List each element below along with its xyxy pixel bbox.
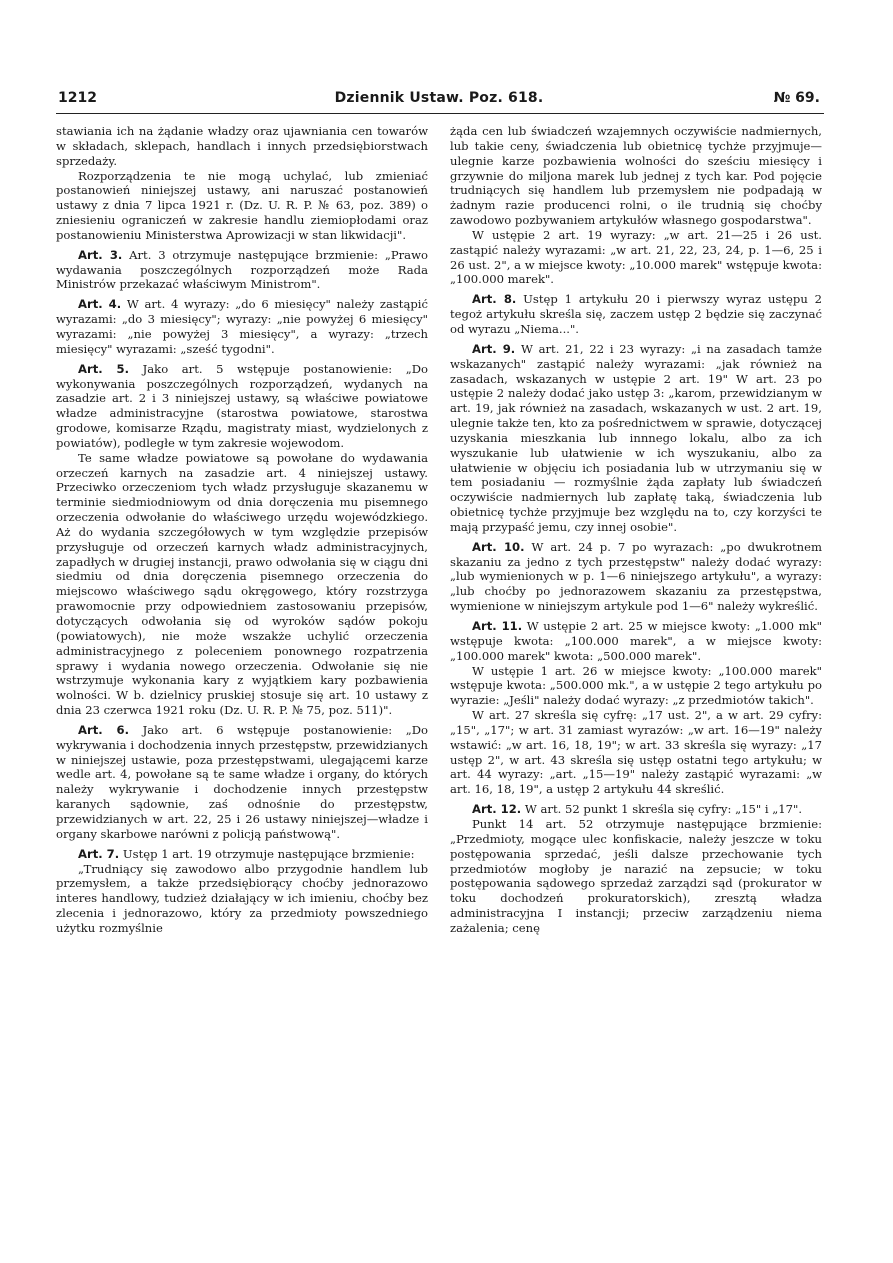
paragraph-text: W art. 52 punkt 1 skreśla się cyfry: „15" i „17". <box>524 802 803 817</box>
paragraph-text: W art. 21, 22 i 23 wyrazy: „i na zasadach tamże wskazanych" zastąpić należy wyrazami: „jak również na zasadach, wskazanych w ustępie 2 art. 19" W art. 23 po ustępie 2 należy dodać jako ustęp 3: „karom, przewidzianym w art. 19, jak również na zasadach, wskazanych w ust. 2 art. 19, ulegnie także ten, kto za pośrednictwem w sprawie, dotyczącej uzyskania mieszkania lub innnego lokalu, albo za ich wyszukanie lub ułatwienie w ich wyszukaniu, albo za ułatwienie w objęciu ich posiadania lub w utrzymaniu się w tem posiadaniu — rozmyślnie żąda zapłaty lub świadczeń oczywiście nadmiernych lub zapłatę taką, świadczenia lub obietnicę tychże przyjmuje bez względu na to, czy korzyści te mają przypaść jemu, czy innej osobie". <box>450 341 822 534</box>
paragraph-text: Te same władze powiatowe są powołane do wydawania orzeczeń karnych na zasadzie art. 4 niniejszej ustawy. Przeciwko orzeczeniom tych władz przysługuje skazanemu w terminie siedmiodniowym od dnia doręczenia mu pisemnego orzeczenia odwołanie do właściwego urzędu wojewódzkiego. Aż do wydania szczegółowych w tym względzie przepisów przysługuje od orzeczeń karnych władz administracyjnych, zapadłych w drugiej instancji, prawo odwołania się w ciągu dni siedmiu od dnia doręczenia pisemnego orzeczenia do miejscowo właściwego sądu okręgowego, który rozstrzyga prawomocnie przy odpowiedniem zastosowaniu przepisów, dotyczących odwołania się od wyroków sądów pokoju (powiatowych), nie może wszakże uchylić orzeczenia administracyjnego z poleceniem ponownego rozpatrzenia sprawy i wydania nowego orzeczenia. Odwołanie się nie wstrzymuje wykonania kary z wyjątkiem kary pozbawienia wolności. W b. dzielnicy pruskiej stosuje się art. 10 ustawy z dnia 23 czerwca 1921 roku (Dz. U. R. P. № 75, poz. 511)". <box>56 450 428 718</box>
article-paragraph <box>56 297 428 356</box>
body-paragraph <box>56 862 428 936</box>
right-column <box>450 124 822 1184</box>
header-rule <box>56 113 824 114</box>
body-paragraph <box>56 124 428 169</box>
paragraph-text: stawiania ich na żądanie władzy oraz ujawniania cen towarów w składach, sklepach, handlach i innych przedsiębiorstwach sprzedaży. <box>56 124 428 168</box>
body-paragraph <box>450 817 822 936</box>
journal-title: Dziennik Ustaw. Poz. 618. <box>334 90 544 106</box>
article-label: Art. 5. <box>78 361 130 376</box>
article-paragraph <box>56 847 428 862</box>
article-label: Art. 4. <box>78 297 122 312</box>
body-paragraph <box>450 228 822 287</box>
body-paragraph <box>450 124 822 228</box>
body-paragraph <box>450 708 822 797</box>
article-label: Art. 12. <box>472 802 522 817</box>
article-label: Art. 3. <box>78 247 123 262</box>
paragraph-text: W art. 24 p. 7 po wyrazach: „po dwukrotnem skazaniu za jedno z tych przestępstw" należy dodać wyrazy: „lub wymienionych w p. 1—6 niniejszego artykułu", a wyrazy: „lub choćby po jednorazowem skazaniu za przestępstwa, wymienione w niniejszym artykule pod 1—6" należy wykreślić. <box>450 539 822 614</box>
article-paragraph <box>56 723 428 842</box>
article-label: Art. 8. <box>472 292 517 307</box>
article-paragraph <box>450 292 822 337</box>
page-number: 1212 <box>58 90 97 106</box>
body-paragraph <box>56 451 428 718</box>
issue-number: № 69. <box>773 90 820 106</box>
paragraph-text: Jako art. 6 wstępuje postanowienie: „Do wykrywania i dochodzenia innych przestępstw, przewidzianych w niniejszej ustawie, poza przestępstwami, ulegającemi karze wedle art. 4, powołane są te same władze i organy, do których należy wykrywanie i dochodzenie innych przestępstw karanych sądownie, zaś odnośnie do przestępstw, przewidzianych w art. 22, 25 i 26 ustawy niniejszej—władze i organy skarbowe narówni z policją państwową". <box>56 722 428 841</box>
body-paragraph <box>450 664 822 709</box>
article-paragraph <box>56 248 428 293</box>
article-paragraph <box>450 342 822 535</box>
page-header <box>58 90 820 112</box>
article-paragraph <box>450 802 822 817</box>
left-column <box>56 124 428 1184</box>
paragraph-text: żąda cen lub świadczeń wzajemnych oczywiście nadmiernych, lub takie ceny, świadczenia lub obietnicę tychże przyjmuje—ulegnie karze pozbawienia wolności do sześciu miesięcy i grzywnie do miljona marek lub jednej z tych kar. Pod pojęcie trudniących się handlem lub przemysłem nie podpadają w żadnym razie producenci rolni, o ile trudnią się choćby zawodowo pozbywaniem artykułów własnego gospodarstwa". <box>450 124 822 228</box>
paragraph-text: W art. 27 skreśla się cyfrę: „17 ust. 2", a w art. 29 cyfry: „15", „17"; w art. 31 zamiast wyrazów: „w art. 16—19" należy wstawić: „w art. 16, 18, 19"; w art. 33 skreśla się wyrazy: „17 ustęp 2", w art. 43 skreśla się ustęp ostatni tego artykułu; w art. 44 wyrazy: „art. „15—19" należy zastąpić wyrazami: „w art. 16, 18, 19", a ustęp 2 artykułu 44 skreślić. <box>450 708 822 797</box>
paragraph-text: Art. 3 otrzymuje następujące brzmienie: „Prawo wydawania poszczególnych rozporządzeń może Rada Ministrów przekazać właściwym Ministrom". <box>56 247 428 292</box>
article-label: Art. 7. <box>78 846 120 861</box>
body-paragraph <box>56 169 428 243</box>
paragraph-text: Punkt 14 art. 52 otrzymuje następujące brzmienie: „Przedmioty, mogące ulec konfiskacie, należy jeszcze w toku postępowania sprzedać, jeśli dalsze przechowanie tych przedmiotów mogłoby je narazić na zepsucie; w toku postępowania sądowego sprzedaż zarządzi sąd (prokurator w toku dochodzeń prokuratorskich), zresztą władza administracyjna I instancji; przeciw zarządzeniu niema zażalenia; cenę <box>450 816 822 935</box>
paragraph-text: W ustępie 2 art. 19 wyrazy: „w art. 21—25 i 26 ust. zastąpić należy wyrazami: „w art. 21, 22, 23, 24, p. 1—6, 25 i 26 ust. 2", a w miejsce kwoty: „10.000 marek" wstępuje kwota: „100.000 marek". <box>450 227 822 287</box>
article-label: Art. 9. <box>472 341 516 356</box>
paragraph-text: Jako art. 5 wstępuje postanowienie: „Do wykonywania poszczególnych rozporządzeń, wydanych na zasadzie art. 2 i 3 niniejszej ustawy, są właściwe powiatowe władze administracyjne (starostwa powiatowe, starostwa grodowe, komisarze Rządu, magistraty miast, wydzielonych z powiatów), podległe w tym zakresie wojewodom. <box>56 361 428 450</box>
article-paragraph <box>450 619 822 664</box>
article-label: Art. 10. <box>472 539 525 554</box>
paragraph-text: Ustęp 1 art. 19 otrzymuje następujące brzmienie: <box>122 846 415 861</box>
article-label: Art. 11. <box>472 619 523 633</box>
paragraph-text: W ustępie 2 art. 25 w miejsce kwoty: „1.000 mk" wstępuje kwota: „100.000 marek", a w miejsce kwoty: „100.000 marek" kwota: „500.000 marek". <box>450 619 822 663</box>
paragraph-text: W art. 4 wyrazy: „do 6 miesięcy" należy zastąpić wyrazami: „do 3 miesięcy"; wyrazy: „nie powyżej 6 miesięcy" wyrazami: „nie powyżej 3 miesięcy", a wyrazy: „trzech miesięcy" wyrazami: „sześć tygodni". <box>56 297 428 356</box>
paragraph-text: Rozporządzenia te nie mogą uchylać, lub zmieniać postanowień niniejszej ustawy, ani naruszać postanowień ustawy z dnia 7 lipca 1921 r. (Dz. U. R. P. № 63, poz. 389) o zniesieniu ograniczeń w zakresie handlu ziemiopłodami oraz postanowieniu Ministerstwa Aprowizacji w stan likwidacji". <box>56 168 428 242</box>
article-paragraph <box>450 540 822 614</box>
paragraph-text: „Trudniący się zawodowo albo przygodnie handlem lub przemysłem, a także przedsiębiorący choćby jednorazowo interes handlowy, tudzież działający w ich imieniu, choćby bez zlecenia i jednorazowo, który za przedmioty powszedniego użytku rozmyślnie <box>56 861 428 935</box>
article-label: Art. 6. <box>78 722 130 737</box>
paragraph-text: Ustęp 1 artykułu 20 i pierwszy wyraz ustępu 2 tegoż artykułu skreśla się, zaczem ustęp 2 będzie się zaczynać od wyrazu „Niema...". <box>450 292 822 336</box>
article-paragraph <box>56 362 428 451</box>
paragraph-text: W ustępie 1 art. 26 w miejsce kwoty: „100.000 marek" wstępuje kwota: „500.000 mk.", a w ustępie 2 tego artykułu po wyrazie: „Jeśli" należy dodać wyrazy: „z przedmiotów takich". <box>450 663 822 708</box>
